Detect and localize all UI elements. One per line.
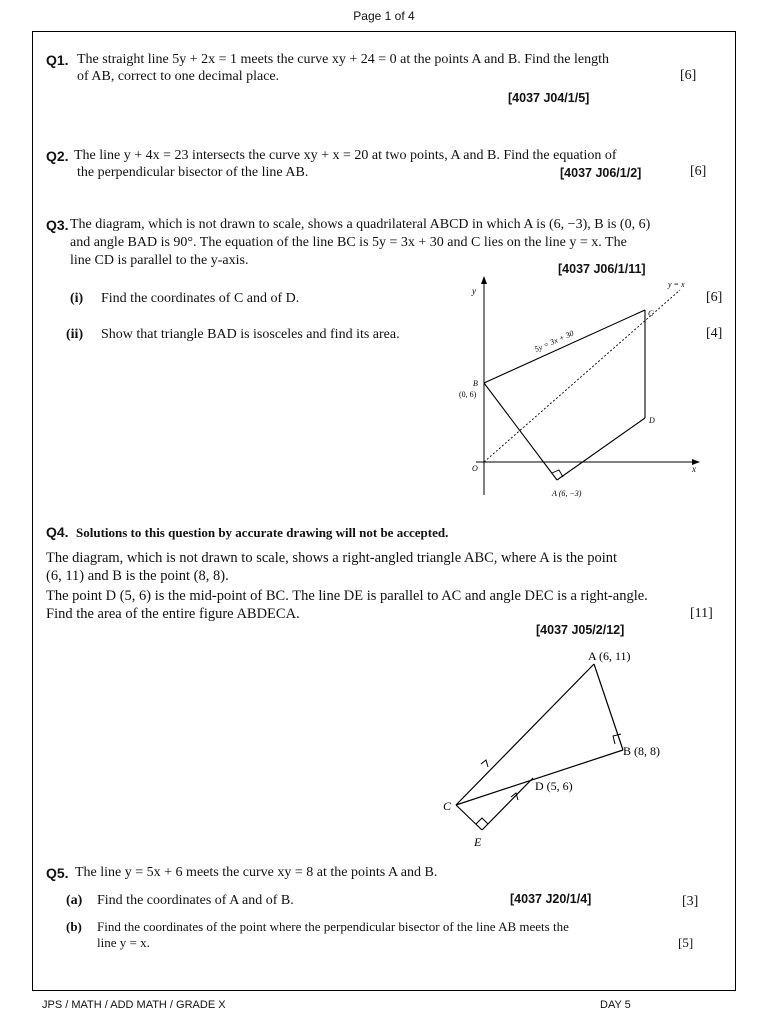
q3-part-ii-marks: [4]: [706, 326, 723, 341]
q3-label-b: B: [473, 379, 478, 388]
q1-reference: [4037 J04/1/5]: [508, 91, 590, 105]
q3-text-line3: line CD is parallel to the y-axis.: [70, 253, 249, 268]
q3-diagram: [440, 270, 723, 510]
q4-label-b: B (8, 8): [623, 744, 660, 758]
q5-part-b-text-line2: line y = x.: [97, 935, 150, 950]
page-number: Page 1 of 4: [353, 9, 415, 23]
q4-label-a: A (6, 11): [588, 649, 631, 663]
q1-marks: [6]: [680, 68, 697, 83]
q3-line-ab: [484, 383, 557, 480]
q2-marks: [6]: [690, 164, 707, 179]
q5-reference: [4037 J20/1/4]: [510, 892, 592, 906]
q3-part-ii-number: (ii): [66, 327, 84, 342]
q3-label-c: C: [648, 309, 654, 318]
q4-reference: [4037 J05/2/12]: [536, 623, 625, 637]
q3-label-y: y: [472, 286, 476, 296]
q3-y-axis-arrow: [481, 276, 487, 284]
q5-part-b-text-line1: Find the coordinates of the point where the perpendicular bisector of the line AB meets the: [97, 919, 569, 934]
q4-text-line2: (6, 11) and B is the point (8, 8).: [46, 568, 229, 584]
q4-line-ac: [456, 664, 594, 805]
q2-text-line2: the perpendicular bisector of the line AB.: [77, 165, 309, 180]
footer-right: DAY 5: [600, 999, 631, 1011]
q3-part-i-text: Find the coordinates of C and of D.: [101, 291, 300, 306]
q4-text-line4: Find the area of the entire figure ABDECA.: [46, 606, 300, 622]
q5-part-a-marks: [3]: [682, 894, 699, 909]
q4-label-c: C: [443, 799, 452, 813]
q4-marks: [11]: [690, 606, 713, 621]
q4-line-ab: [594, 664, 623, 750]
q4-label-d: D (5, 6): [535, 779, 573, 793]
q4-line-de: [482, 778, 533, 830]
q4-text-line3: The point D (5, 6) is the mid-point of BC. The line DE is parallel to AC and angle DEC is a right-angle.: [46, 588, 648, 604]
q1-number: Q1.: [46, 52, 69, 68]
q2-text-line1: The line y + 4x = 23 intersects the curve xy + x = 20 at two points, A and B. Find the equation of: [74, 148, 617, 163]
q4-right-angle-e: [476, 818, 488, 824]
q3-label-d: D: [649, 416, 655, 425]
q2-number: Q2.: [46, 148, 69, 164]
q4-label-e: E: [474, 835, 482, 849]
q3-part-i-marks: [6]: [706, 290, 723, 305]
q5-part-a-text: Find the coordinates of A and of B.: [97, 893, 294, 908]
q3-part-i-number: (i): [70, 291, 84, 306]
q3-label-line-bc: 5y = 3x + 30: [533, 328, 576, 354]
q3-label-y-equals-x: y = x: [668, 280, 685, 289]
q3-label-o: O: [472, 464, 478, 473]
footer-left: JPS / MATH / ADD MATH / GRADE X: [42, 999, 226, 1011]
q4-note: Solutions to this question by accurate drawing will not be accepted.: [76, 525, 449, 540]
q3-text-line2: and angle BAD is 90°. The equation of the line BC is 5y = 3x + 30 and C lies on the line y = x. The: [70, 235, 627, 250]
q3-label-x: x: [692, 464, 696, 474]
q5-part-b-number: (b): [66, 919, 82, 934]
q4-line-bc: [456, 750, 623, 805]
q3-part-ii-text: Show that triangle BAD is isosceles and find its area.: [101, 327, 400, 342]
q5-text-line1: The line y = 5x + 6 meets the curve xy = 8 at the points A and B.: [75, 865, 438, 880]
q4-arrow-ac: [481, 760, 488, 767]
q1-text-line2: of AB, correct to one decimal place.: [77, 69, 280, 84]
q4-number: Q4.: [46, 524, 69, 540]
q5-part-b-marks: [5]: [678, 935, 694, 950]
q3-reference: [4037 J06/1/11]: [558, 262, 646, 276]
q5-part-a-number: (a): [66, 893, 83, 908]
q3-label-a: A (6, −3): [552, 489, 582, 498]
q3-label-b-coord: (0, 6): [459, 390, 477, 399]
q4-line-ce: [456, 805, 482, 830]
q3-line-bc: [484, 310, 645, 383]
q1-text-line1: The straight line 5y + 2x = 1 meets the curve xy + 24 = 0 at the points A and B. Find the length: [77, 52, 610, 67]
q4-diagram: [430, 640, 690, 855]
q5-number: Q5.: [46, 865, 69, 881]
q2-reference: [4037 J06/1/2]: [560, 166, 642, 180]
q3-line-da: [557, 418, 645, 480]
q4-text-line1: The diagram, which is not drawn to scale, shows a right-angled triangle ABC, where A is the point: [46, 550, 618, 566]
q3-number: Q3.: [46, 217, 69, 233]
q3-text-line1: The diagram, which is not drawn to scale, shows a quadrilateral ABCD in which A is (6, −3), B is (0, 6): [70, 217, 651, 232]
